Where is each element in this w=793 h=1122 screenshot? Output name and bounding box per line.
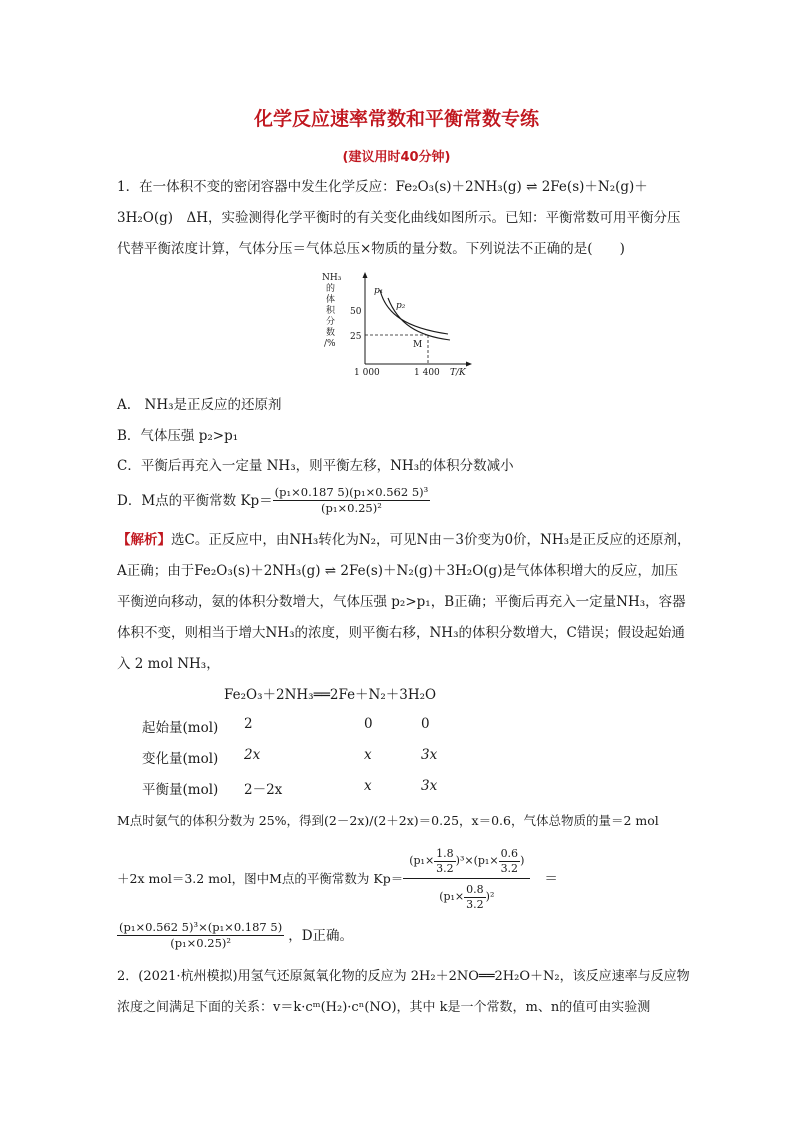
page-subtitle: (建议用时40分钟) [342, 150, 451, 165]
kp-fraction-0-6: $\frac{0.6}{3.2}$ [500, 846, 519, 875]
graph-ylabel-4: 积 [326, 306, 336, 316]
graph-ylabel-6: 数 [326, 328, 336, 338]
final-fraction [117, 920, 284, 951]
kp-main-fraction [403, 847, 530, 912]
kp-fraction-0-8: $\frac{0.8}{3.2}$ [466, 882, 484, 911]
analysis-line2: A正确；由于Fe₂O₃(s)＋2NH₃(g) ⇌ 2Fe(s)＋N₂(g)＋3H₂O(g)是气体体积增大的反应，加压 [117, 563, 678, 579]
graph-ylabel-7: /% [324, 339, 336, 349]
equilibrium-graph [320, 268, 480, 380]
kp-main-numerator: (p₁× $\frac{1.8}{3.2}$ )³×(p₁× $\frac{0.6}{3.2}$ ) [403, 847, 530, 879]
q1-option-d-denominator: (p₁×0.25)² [321, 501, 382, 515]
table-row-2-label: 平衡量(mol) [142, 782, 219, 798]
q2-line2: 浓度之间满足下面的关系：v＝k·cᵐ(H₂)·cⁿ(NO)，其中 k是一个常数，m、n的值可由实验测 [117, 1000, 651, 1015]
table-row-2-c3: 3x [421, 778, 438, 794]
graph-curve-p1-label: p₁ [374, 286, 384, 296]
analysis-line7-prefix: ＋2x mol＝3.2 mol，图中M点的平衡常数为 Kp＝ [117, 871, 404, 886]
final-suffix: ，D正确。 [288, 927, 354, 944]
graph-curve-p1 [380, 290, 448, 334]
graph-ytick-50: 50 [350, 307, 362, 317]
q1-option-d-prefix: D．M点的平衡常数 Kp＝ [117, 492, 273, 509]
table-row-1-c2: x [364, 747, 372, 763]
table-row-1-c3: 3x [421, 747, 438, 763]
analysis-line5: 入 2 mol NH₃， [117, 656, 220, 672]
q1-line3: 代替平衡浓度计算，气体分压＝气体总压×物质的量分数。下列说法不正确的是( ) [117, 241, 625, 257]
graph-ylabel-1: NH₃ [322, 273, 342, 283]
analysis-final [117, 920, 353, 951]
graph-xtick-1400: 1 400 [414, 368, 440, 378]
q1-line1: 1．在一体积不变的密闭容器中发生化学反应：Fe₂O₃(s)＋2NH₃(g) ⇌ 2Fe(s)＋N₂(g)＋ [117, 179, 648, 195]
table-row-0-c1: 2 [244, 716, 253, 732]
graph-point-m-label: M [413, 340, 423, 350]
graph-x-arrow [466, 362, 472, 367]
analysis-line1: 【解析】选C。正反应中，由NH₃转化为N₂，可见N由－3价变为0价，NH₃是正反应的还原剂， [117, 532, 691, 548]
kp-main-denominator: (p₁× $\frac{0.8}{3.2}$ )² [439, 882, 495, 911]
q1-option-d-fraction [273, 485, 431, 516]
analysis-line6: M点时氨气的体积分数为 25%，得到(2－2x)/(2＋2x)＝0.25，x＝0.6，气体总物质的量＝2 mol [117, 813, 659, 828]
analysis-tag: 【解析】 [117, 532, 171, 548]
final-numerator: (p₁×0.562 5)³×(p₁×0.187 5) [119, 920, 283, 934]
graph-ylabel-5: 分 [326, 317, 336, 327]
analysis-equation: Fe₂O₃＋2NH₃══2Fe＋N₂＋3H₂O [224, 687, 437, 703]
graph-curve-p2-label: p₂ [396, 301, 406, 311]
q1-option-b: B．气体压强 p₂>p₁ [117, 428, 239, 444]
graph-xlabel: T/K [450, 368, 466, 378]
kp-equals-sign: ＝ [544, 871, 558, 887]
table-row-1-c1: 2x [244, 747, 261, 763]
table-row-2-c1: 2－2x [244, 782, 283, 798]
page-title: 化学反应速率常数和平衡常数专练 [253, 108, 539, 130]
analysis-kp-expression [117, 840, 558, 918]
table-row-0-label: 起始量(mol) [142, 720, 219, 736]
graph-ylabel-2: 的 [326, 284, 336, 294]
graph-y-arrow [363, 272, 368, 278]
table-row-1-label: 变化量(mol) [142, 751, 219, 767]
table-row-0-c2: 0 [364, 716, 373, 732]
q1-line2: 3H₂O(g) ΔH，实验测得化学平衡时的有关变化曲线如图所示。已知：平衡常数可用平衡分压 [117, 210, 681, 226]
q1-option-d [117, 485, 430, 516]
table-row-2-c2: x [364, 778, 372, 794]
analysis-line3: 平衡逆向移动，氨的体积分数增大，气体压强 p₂>p₁，B正确；平衡后再充入一定量NH₃，容器 [117, 594, 686, 610]
table-row-0-c3: 0 [421, 716, 430, 732]
q1-option-c: C．平衡后再充入一定量 NH₃，则平衡左移，NH₃的体积分数减小 [117, 458, 514, 474]
q1-option-d-numerator: (p₁×0.187 5)(p₁×0.562 5)³ [274, 485, 429, 499]
graph-xtick-1000: 1 000 [354, 368, 380, 378]
analysis-line4: 体积不变，则相当于增大NH₃的浓度，则平衡右移，NH₃的体积分数增大，C错误；假设起始通 [117, 625, 685, 641]
graph-ylabel-3: 体 [326, 295, 336, 305]
q2-line1: 2．(2021·杭州模拟)用氢气还原氮氧化物的反应为 2H₂＋2NO══2H₂O＋N₂，该反应速率与反应物 [117, 969, 690, 984]
kp-fraction-1-8: $\frac{1.8}{3.2}$ [436, 846, 454, 875]
graph-ytick-25: 25 [350, 332, 362, 342]
q1-option-a: A. NH₃是正反应的还原剂 [117, 397, 282, 413]
final-denominator: (p₁×0.25)² [170, 936, 231, 950]
